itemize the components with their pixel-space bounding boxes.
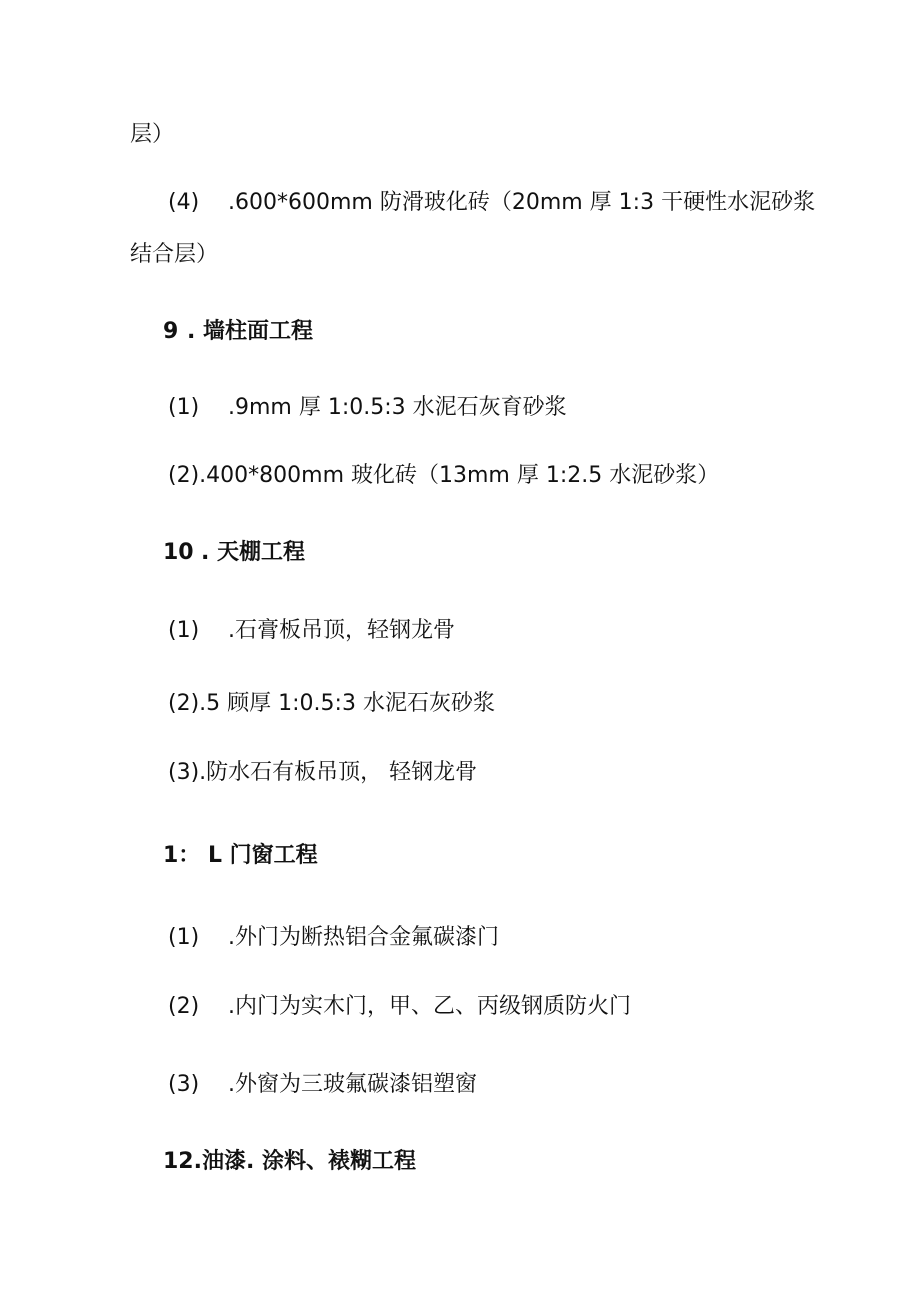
list-item-text: .内门为实木门，甲、乙、丙级钢质防火门 [228,994,631,1019]
list-number: (1) [168,925,200,950]
section-heading [163,538,305,568]
list-item-text: .9mm 厚 1:0.5:3 水泥石灰育砂浆 [228,395,567,420]
list-item-text: .石膏板吊顶，轻钢龙骨 [228,618,455,643]
section-title: . 墙柱面工程 [187,319,314,344]
list-number: (1) [168,618,200,643]
list-item-text: (2).400*800mm 玻化砖（13mm 厚 1:2.5 水泥砂浆） [168,463,720,488]
list-item-text: (2).5 顾厚 1:0.5:3 水泥石灰砂浆 [168,691,495,716]
section-heading [163,841,318,871]
section-number: 10 [163,540,194,565]
list-number: (1) [168,395,200,420]
list-number: (4) [168,190,200,215]
list-item [168,992,631,1022]
list-number: (3) [168,1072,200,1097]
section-title: 12.油漆. 涂料、裱糊工程 [163,1149,416,1174]
list-item [168,689,495,719]
line-text: 层） [130,122,175,147]
text-line [130,240,218,270]
section-title: . 天棚工程 [201,540,306,565]
line-text: 结合层） [130,242,219,267]
list-item-text: .外门为断热铝合金氟碳漆门 [228,925,499,950]
list-item [168,393,567,423]
list-item-text: .外窗为三玻氟碳漆铝塑窗 [228,1072,477,1097]
list-item [168,1070,477,1100]
list-item [168,188,815,218]
text-line [130,120,174,150]
list-item [168,923,499,953]
list-item [168,758,477,788]
list-item-text: .600*600mm 防滑玻化砖（20mm 厚 1:3 干硬性水泥砂浆 [228,190,816,215]
section-heading [163,1147,416,1177]
list-item [168,461,719,491]
section-title: 1： L 门窗工程 [163,843,318,868]
list-number: (2) [168,994,200,1019]
list-item [168,616,455,646]
section-number: 9 [163,319,179,344]
list-item-text: (3).防水石有板吊顶， 轻钢龙骨 [168,760,478,785]
section-heading [163,317,313,347]
